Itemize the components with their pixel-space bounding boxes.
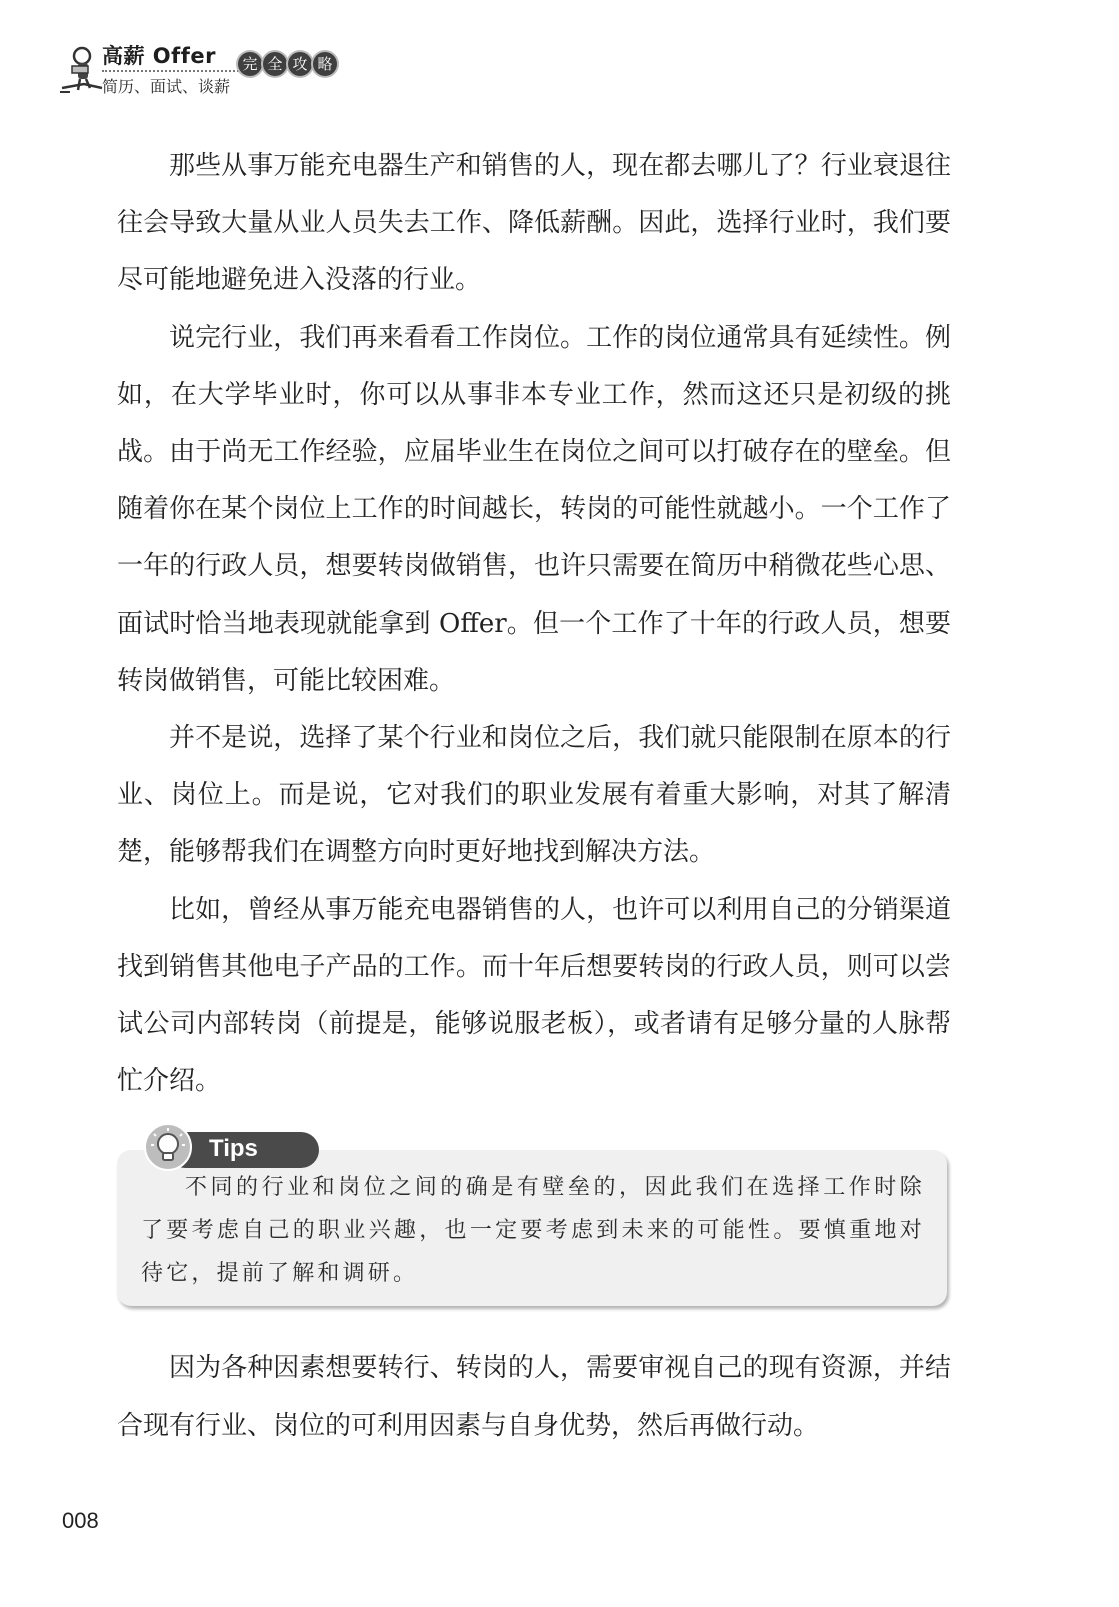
series-badge <box>238 52 338 76</box>
closing-paragraph: 因为各种因素想要转行、转岗的人，需要审视自己的现有资源，并结合现有行业、岗位的可利用因素与自身优势，然后再做行动。 <box>117 1353 951 1441</box>
tips-text: 不同的行业和岗位之间的确是有壁垒的，因此我们在选择工作时除了要考虑自己的职业兴趣，也一定要考虑到未来的可能性。要慎重地对待它，提前了解和调研。 <box>141 1175 925 1287</box>
badge-char: 完 <box>238 52 262 76</box>
book-title: 高薪 Offer <box>102 44 217 68</box>
lightbulb-icon <box>143 1122 193 1172</box>
running-header <box>50 36 370 100</box>
person-with-book-icon <box>58 44 106 96</box>
badge-char: 全 <box>263 52 287 76</box>
body-paragraph-4: 比如，曾经从事万能充电器销售的人，也许可以利用自己的分销渠道找到销售其他电子产品的工作。而十年后想要转岗的行政人员，则可以尝试公司内部转岗（前提是，能够说服老板），或者请有足够分量的人脉帮忙介绍。 <box>117 894 951 1097</box>
page-number: 008 <box>62 1508 99 1533</box>
tips-label-text: Tips <box>209 1135 258 1163</box>
tips-callout <box>117 1124 951 1320</box>
tips-label <box>143 1124 319 1170</box>
badge-char: 攻 <box>288 52 312 76</box>
book-subtitle: 简历、面试、谈薪 <box>102 77 231 96</box>
body-paragraph-3: 并不是说，选择了某个行业和岗位之后，我们就只能限制在原本的行业、岗位上。而是说，它对我们的职业发展有着重大影响，对其了解清楚，能够帮我们在调整方向时更好地找到解决方法。 <box>117 723 951 868</box>
page-body <box>117 138 951 1455</box>
badge-char: 略 <box>313 52 337 76</box>
body-paragraph-1: 那些从事万能充电器生产和销售的人，现在都去哪儿了？行业衰退往往会导致大量从业人员失去工作、降低薪酬。因此，选择行业时，我们要尽可能地避免进入没落的行业。 <box>117 151 951 296</box>
body-paragraph-2: 说完行业，我们再来看看工作岗位。工作的岗位通常具有延续性。例如，在大学毕业时，你可以从事非本专业工作，然而这还只是初级的挑战。由于尚无工作经验，应届毕业生在岗位之间可以打破存在的壁垒。但随着你在某个岗位上工作的时间越长，转岗的可能性就越小。一个工作了一年的行政人员，想要转岗做销售，也许只需要在简历中稍微花些心思、面试时恰当地表现就能拿到 Offer。但一个工作了十年的行政人员，想要转岗做销售，可能比较困难。 <box>117 322 951 696</box>
header-dotted-divider <box>102 70 242 72</box>
